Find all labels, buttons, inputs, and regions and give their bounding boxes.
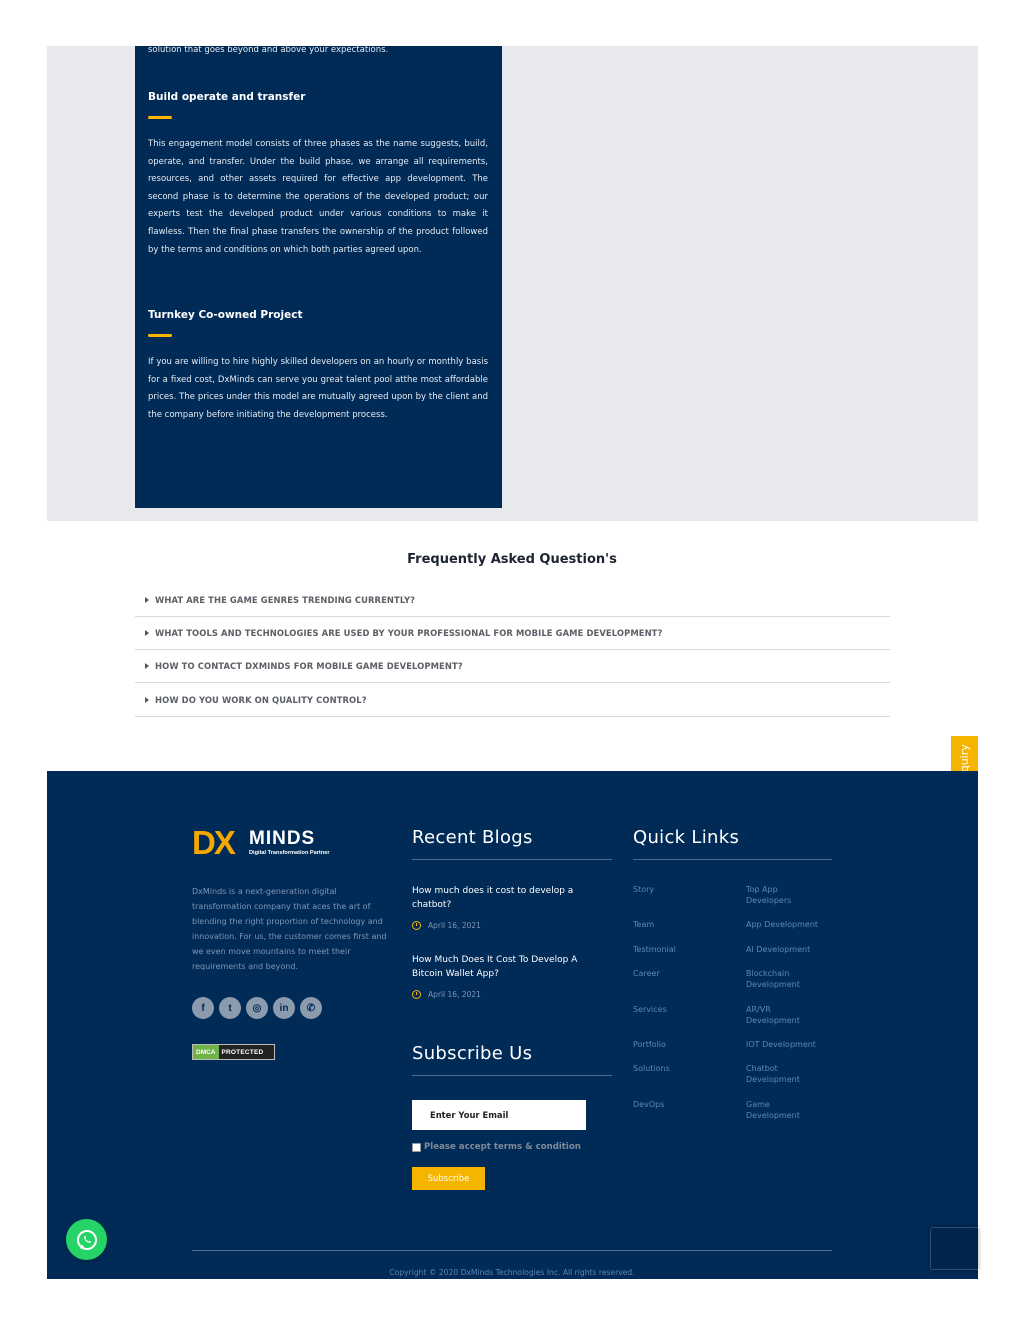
quick-link-portfolio[interactable]: Portfolio	[633, 1040, 666, 1049]
caret-right-icon	[145, 663, 149, 669]
blog-date-text: April 16, 2021	[428, 921, 481, 930]
blog-post-date	[412, 990, 481, 999]
faq-question: WHAT ARE THE GAME GENRES TRENDING CURRENTLY?	[155, 595, 416, 605]
social-links	[192, 997, 322, 1019]
footer-divider	[192, 1250, 832, 1251]
model-body-bot: This engagement model consists of three phases as the name suggests, build, operate, and transfer. Under the build phase, we arrange all requirements, resources, and other assets required for effective app development. The second phase is to determine the operations of the developed product; our experts test the developed product under various conditions to make it flawless. Then the final phase transfers the ownership of the product followed by the terms and conditions on which both parties agreed upon.	[148, 139, 488, 255]
heading-divider	[412, 859, 612, 860]
quick-link-chatbot-development[interactable]: Chatbot Development	[746, 1064, 800, 1084]
whatsapp-icon	[75, 1228, 99, 1252]
instagram-icon[interactable]: ◎	[246, 997, 268, 1019]
quick-link-story[interactable]: Story	[633, 885, 655, 894]
whatsapp-chat-button[interactable]	[66, 1219, 107, 1260]
subscribe-button[interactable]: Subscribe	[412, 1167, 485, 1190]
quick-link-team[interactable]: Team	[633, 920, 655, 929]
model-body-turnkey: If you are willing to hire highly skilled developers on an hourly or monthly basis for a fixed cost, DxMinds can serve you great talent pool atthe most affordable prices. The prices under this model are mutually agreed upon by the client and the company before initiating the development process.	[148, 357, 488, 420]
twitter-icon[interactable]: t	[219, 997, 241, 1019]
title-underline	[148, 334, 172, 337]
faq-question: WHAT TOOLS AND TECHNOLOGIES ARE USED BY YOUR PROFESSIONAL FOR MOBILE GAME DEVELOPMENT?	[155, 628, 663, 638]
quick-link-game-development[interactable]: Game Development	[746, 1100, 800, 1120]
engagement-model-card	[135, 46, 502, 508]
quick-link-testimonial[interactable]: Testmonial	[633, 945, 676, 954]
dmca-badge-left: DMCA	[193, 1045, 219, 1059]
recent-blogs-heading: Recent Blogs	[412, 827, 533, 848]
faq-item[interactable]	[135, 617, 890, 650]
clock-icon	[412, 990, 421, 999]
quick-link-top-app-developers[interactable]: Top App Developers	[746, 885, 792, 905]
title-underline	[148, 116, 172, 119]
model-intro-tail: solution that goes beyond and above your expectations.	[148, 45, 389, 55]
subscribe-heading: Subscribe Us	[412, 1043, 533, 1064]
blog-post-link[interactable]: How much does it cost to develop a chatbot?	[412, 886, 574, 910]
dmca-badge-right: PROTECTED	[221, 1048, 264, 1056]
quick-link-blockchain-development[interactable]: Blockchain Development	[746, 969, 800, 989]
caret-right-icon	[145, 697, 149, 703]
quick-link-career[interactable]: Career	[633, 969, 660, 978]
caret-right-icon	[145, 630, 149, 636]
facebook-icon[interactable]: f	[192, 997, 214, 1019]
logo-dx-mark: DX	[192, 824, 234, 861]
quick-link-arvr-development[interactable]: AR/VR Development	[746, 1005, 800, 1025]
blog-date-text: April 16, 2021	[428, 990, 481, 999]
clock-icon	[412, 921, 421, 930]
quick-link-app-development[interactable]: App Development	[746, 920, 819, 929]
terms-consent	[412, 1142, 581, 1152]
heading-divider	[412, 1075, 612, 1076]
faq-item[interactable]	[135, 684, 890, 717]
terms-checkbox[interactable]	[412, 1143, 421, 1152]
faq-item[interactable]	[135, 584, 890, 617]
logo-tagline: Digital Transformation Partner	[249, 850, 330, 856]
logo-wordmark: MINDS	[249, 828, 316, 849]
linkedin-icon[interactable]: in	[273, 997, 295, 1019]
quick-link-iot-development[interactable]: IOT Development	[746, 1040, 816, 1049]
quick-link-ai-development[interactable]: AI Development	[746, 945, 811, 954]
terms-label: Please accept terms & condition	[424, 1142, 581, 1152]
company-about: DxMinds is a next-generation digital transformation company that aces the art of blending the right proportion of technology and innovation. For us, the customer comes first and we even move mountains to meet their requirements and beyond.	[192, 887, 387, 971]
copyright-text: Copyright © 2020 DxMinds Technologies Inc. All rights reserved.	[389, 1268, 635, 1277]
whatsapp-icon[interactable]: ✆	[300, 997, 322, 1019]
blog-post-link[interactable]: How Much Does It Cost To Develop A Bitcoin Wallet App?	[412, 955, 578, 979]
heading-divider	[633, 859, 832, 860]
quick-link-devops[interactable]: DevOps	[633, 1100, 665, 1109]
faq-question: HOW DO YOU WORK ON QUALITY CONTROL?	[155, 695, 367, 705]
dmca-badge[interactable]	[192, 1044, 275, 1060]
faq-item[interactable]	[135, 650, 890, 683]
email-input[interactable]	[412, 1100, 586, 1130]
quick-links-heading: Quick Links	[633, 827, 740, 848]
model-title-turnkey: Turnkey Co-owned Project	[148, 309, 303, 321]
quick-link-solutions[interactable]: Solutions	[633, 1064, 670, 1073]
dxminds-logo[interactable]	[192, 826, 352, 862]
blog-post-date	[412, 921, 481, 930]
faq-question: HOW TO CONTACT DXMINDS FOR MOBILE GAME DEVELOPMENT?	[155, 661, 463, 671]
quick-link-services[interactable]: Services	[633, 1005, 667, 1014]
recaptcha-badge[interactable]	[930, 1227, 978, 1270]
faq-title: Frequently Asked Question's	[407, 552, 617, 567]
model-title-bot: Build operate and transfer	[148, 91, 306, 103]
caret-right-icon	[145, 597, 149, 603]
